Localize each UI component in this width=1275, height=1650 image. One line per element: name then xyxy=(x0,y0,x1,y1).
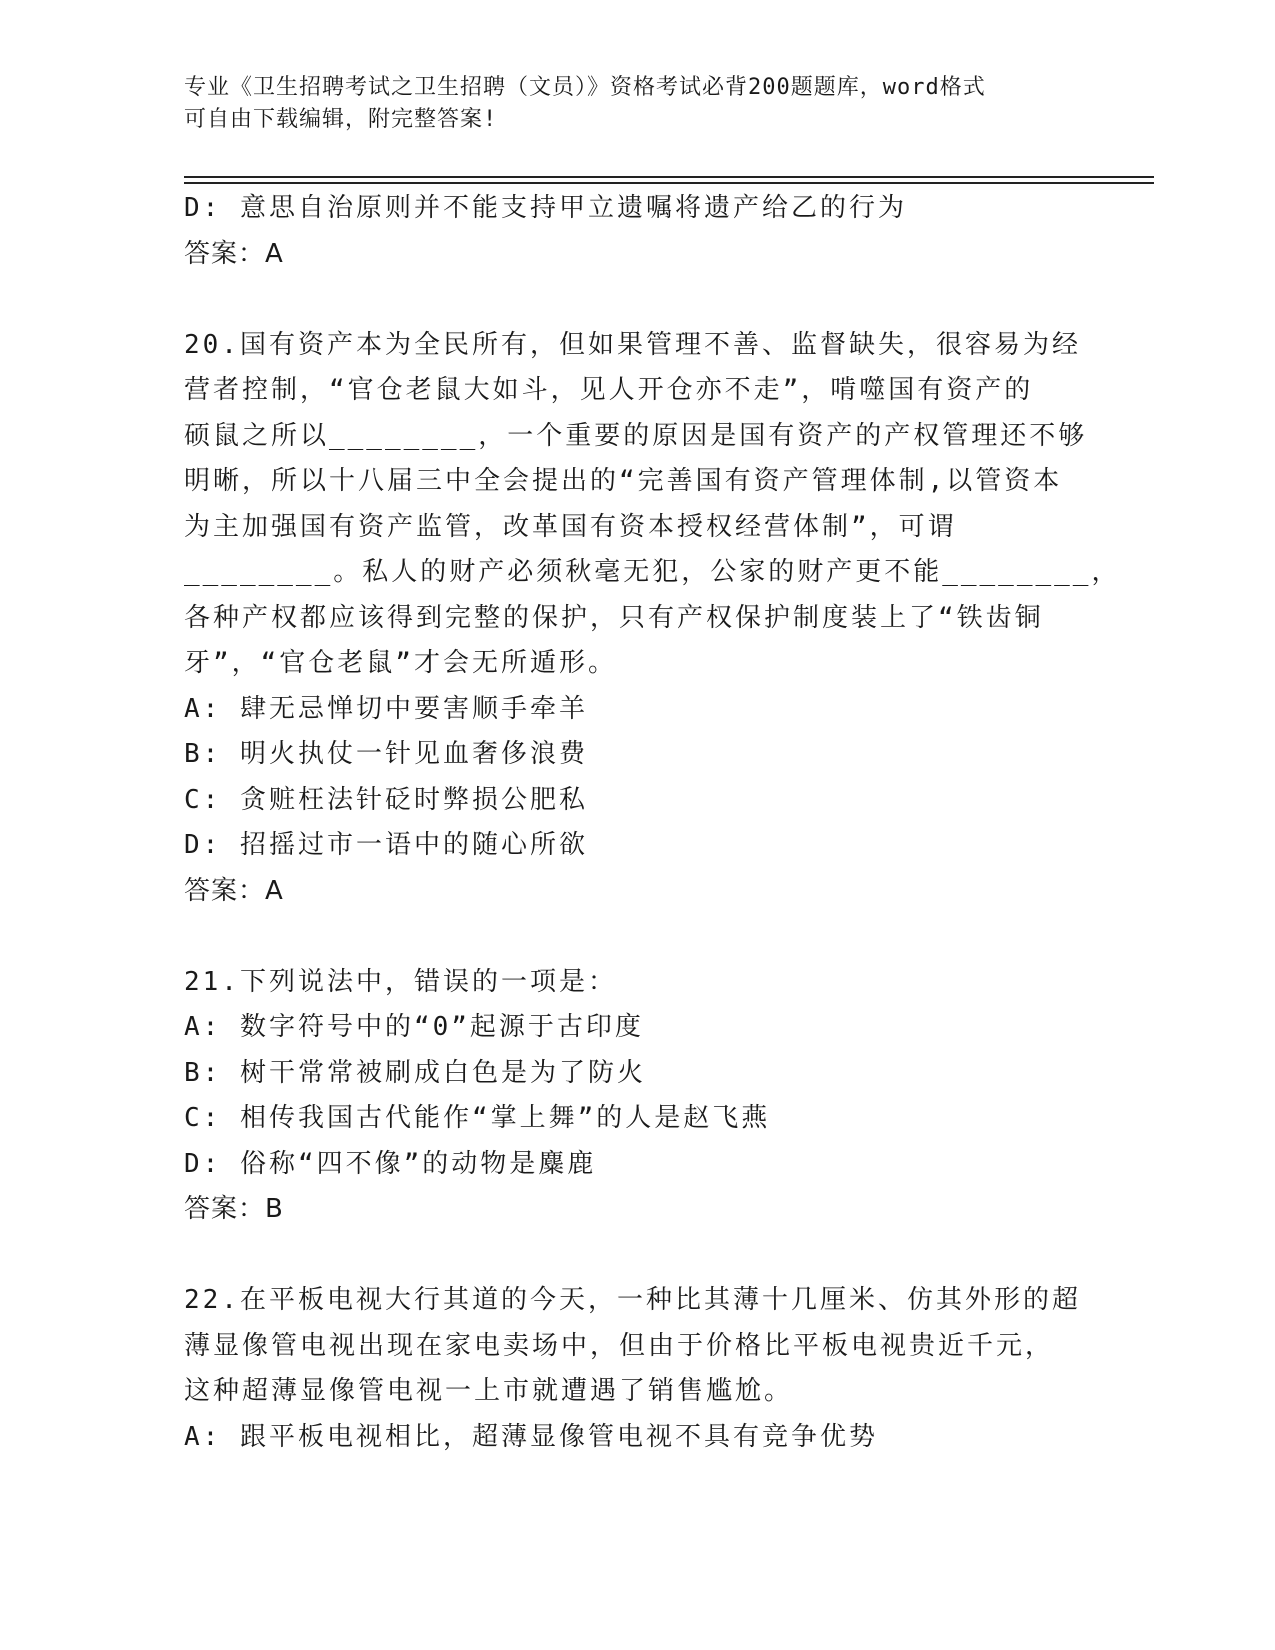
option-line: C: 相传我国古代能作“掌上舞”的人是赵飞燕 xyxy=(184,1103,771,1133)
question-text-line: 这种超薄显像管电视一上市就遭遇了销售尴尬。 xyxy=(184,1376,794,1406)
spacer xyxy=(184,1233,1074,1279)
header-line: 专业《卫生招聘考试之卫生招聘（文员）》资格考试必背200题题库，word格式 xyxy=(184,75,986,100)
question-22 xyxy=(184,1278,1081,1460)
option-line: D: 招摇过市一语中的随心所欲 xyxy=(184,830,588,860)
spacer xyxy=(184,914,1074,960)
spacer xyxy=(184,277,1074,323)
question-21 xyxy=(184,960,1074,1233)
option-line: A: 肆无忌惮切中要害顺手牵羊 xyxy=(184,693,588,724)
question-20 xyxy=(184,323,1121,915)
answer-line: 答案：B xyxy=(184,1194,284,1224)
question-text-line: 22.在平板电视大行其道的今天，一种比其薄十几厘米、仿其外形的超 xyxy=(184,1285,1081,1315)
option-line: A: 跟平板电视相比，超薄显像管电视不具有竞争优势 xyxy=(184,1421,878,1452)
header-line: 可自由下载编辑，附完整答案! xyxy=(184,107,498,132)
question-text-line: 20.国有资产本为全民所有，但如果管理不善、监督缺失，很容易为经 xyxy=(184,329,1081,360)
page-header xyxy=(184,72,1084,136)
question-text-line: 为主加强国有资产监管，改革国有资本授权经营体制”，可谓 xyxy=(184,511,957,542)
question-text-line: 牙”，“官仓老鼠”才会无所遁形。 xyxy=(184,648,617,678)
question-text-line: 薄显像管电视出现在家电卖场中，但由于价格比平板电视贵近千元， xyxy=(184,1330,1055,1361)
answer-line: 答案：A xyxy=(184,238,284,269)
question-text-line: 明晰，所以十八届三中全会提出的“完善国有资产管理体制,以管资本 xyxy=(184,466,1063,496)
option-line: B: 明火执仗一针见血奢侈浪费 xyxy=(184,739,588,769)
question-text-line: 21.下列说法中，错误的一项是： xyxy=(184,966,617,997)
option-line: A: 数字符号中的“0”起源于古印度 xyxy=(184,1012,644,1042)
question-text-line: 各种产权都应该得到完整的保护，只有产权保护制度装上了“铁齿铜 xyxy=(184,602,1044,633)
answer-line: 答案：A xyxy=(184,875,284,906)
document-body xyxy=(184,186,1121,1460)
option-line: B: 树干常常被刷成白色是为了防火 xyxy=(184,1057,646,1088)
question-text-line: 营者控制，“官仓老鼠大如斗，见人开仓亦不走”，啃噬国有资产的 xyxy=(184,375,1034,405)
question-text-line: 硕鼠之所以________，一个重要的原因是国有资产的产权管理还不够 xyxy=(184,420,1088,451)
header-rule xyxy=(184,182,1154,184)
option-line: D: 俗称“四不像”的动物是麋鹿 xyxy=(184,1148,597,1179)
header-rule xyxy=(184,176,1154,178)
question-text-line: ________。私人的财产必须秋毫无犯，公家的财产更不能________， xyxy=(184,557,1121,587)
option-line: C: 贪赃枉法针砭时弊损公肥私 xyxy=(184,784,588,815)
option-line: D: 意思自治原则并不能支持甲立遗嘱将遗产给乙的行为 xyxy=(184,193,907,223)
